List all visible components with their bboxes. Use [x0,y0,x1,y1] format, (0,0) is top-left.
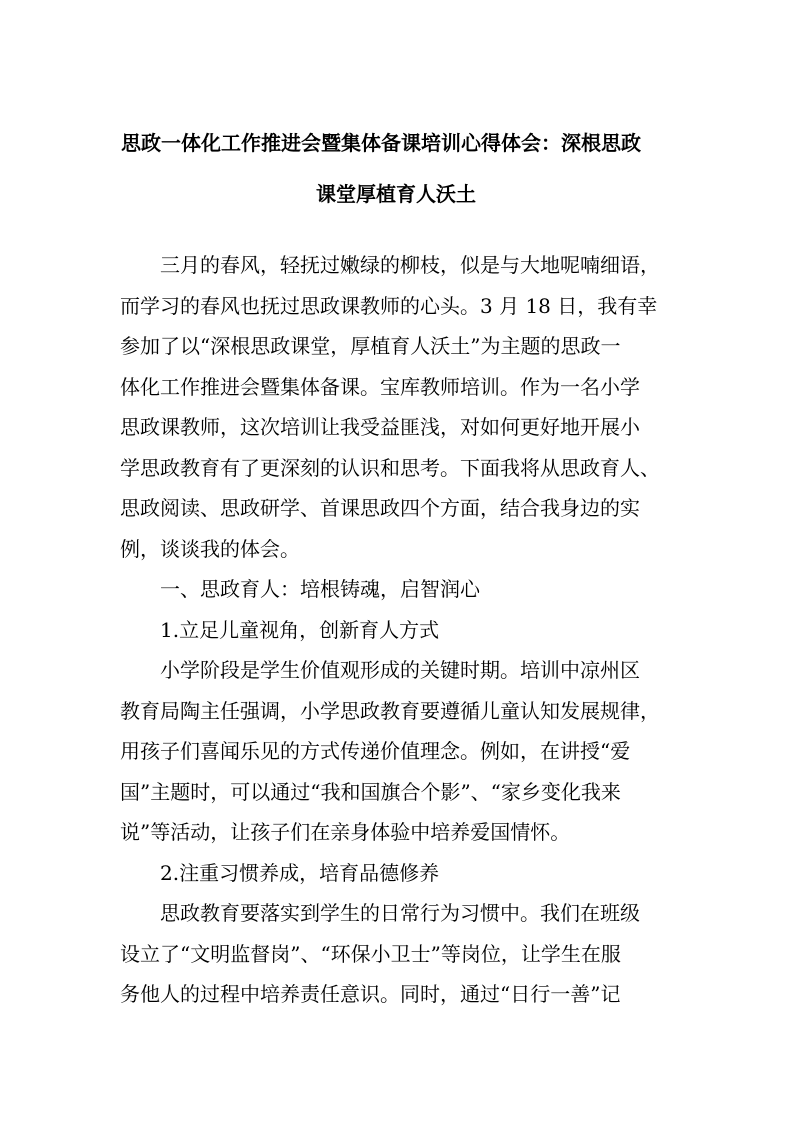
body-line: 学思政教育有了更深刻的认识和思考。下面我将从思政育人、 [120,455,660,480]
body-line: 小学阶段是学生价值观形成的关键时期。培训中凉州区 [160,658,640,682]
body-line: 体化工作推进会暨集体备课。宝库教师培训。作为一名小学 [120,374,640,399]
body-line: 思政课教师，这次培训让我受益匪浅，对如何更好地开展小 [120,415,640,439]
body-line: 国”主题时，可以通过“我和国旗合个影”、“家乡变化我来 [120,779,621,804]
body-line: 用孩子们喜闻乐见的方式传递价值理念。例如，在讲授“爱 [120,739,631,763]
section-heading: 一、思政育人：培根铸魂，启智润心 [160,577,480,601]
body-line: 务他人的过程中培养责任意识。同时，通过“日行一善”记 [120,982,621,1006]
body-line: 思政阅读、思政研学、首课思政四个方面，结合我身边的实 [120,496,640,520]
body-line: 教育局陶主任强调，小学思政教育要遵循儿童认知发展规律， [120,698,660,723]
body-line: 参加了以“深根思政课堂，厚植育人沃土”为主题的思政一 [120,334,621,358]
document-title-line-2: 课堂厚植育人沃土 [316,182,476,206]
document-title-line-1: 思政一体化工作推进会暨集体备课培训心得体会：深根思政 [121,131,641,155]
body-line: 思政教育要落实到学生的日常行为习惯中。我们在班级 [160,901,640,925]
subsection-heading: 2.注重习惯养成，培育品德修养 [160,860,440,885]
body-line: 说”等活动，让孩子们在亲身体验中培养爱国情怀。 [120,820,571,844]
body-line: 三月的春风，轻抚过嫩绿的柳枝，似是与大地呢喃细语， [160,253,660,277]
subsection-heading: 1.立足儿童视角，创新育人方式 [160,617,440,642]
body-line: 设立了“文明监督岗”、“环保小卫士”等岗位，让学生在服 [120,941,621,966]
body-line: 而学习的春风也抚过思政课教师的心头。3 月 18 日，我有幸 [120,293,658,318]
body-line: 例，谈谈我的体会。 [120,536,300,561]
document-body [120,245,680,1015]
